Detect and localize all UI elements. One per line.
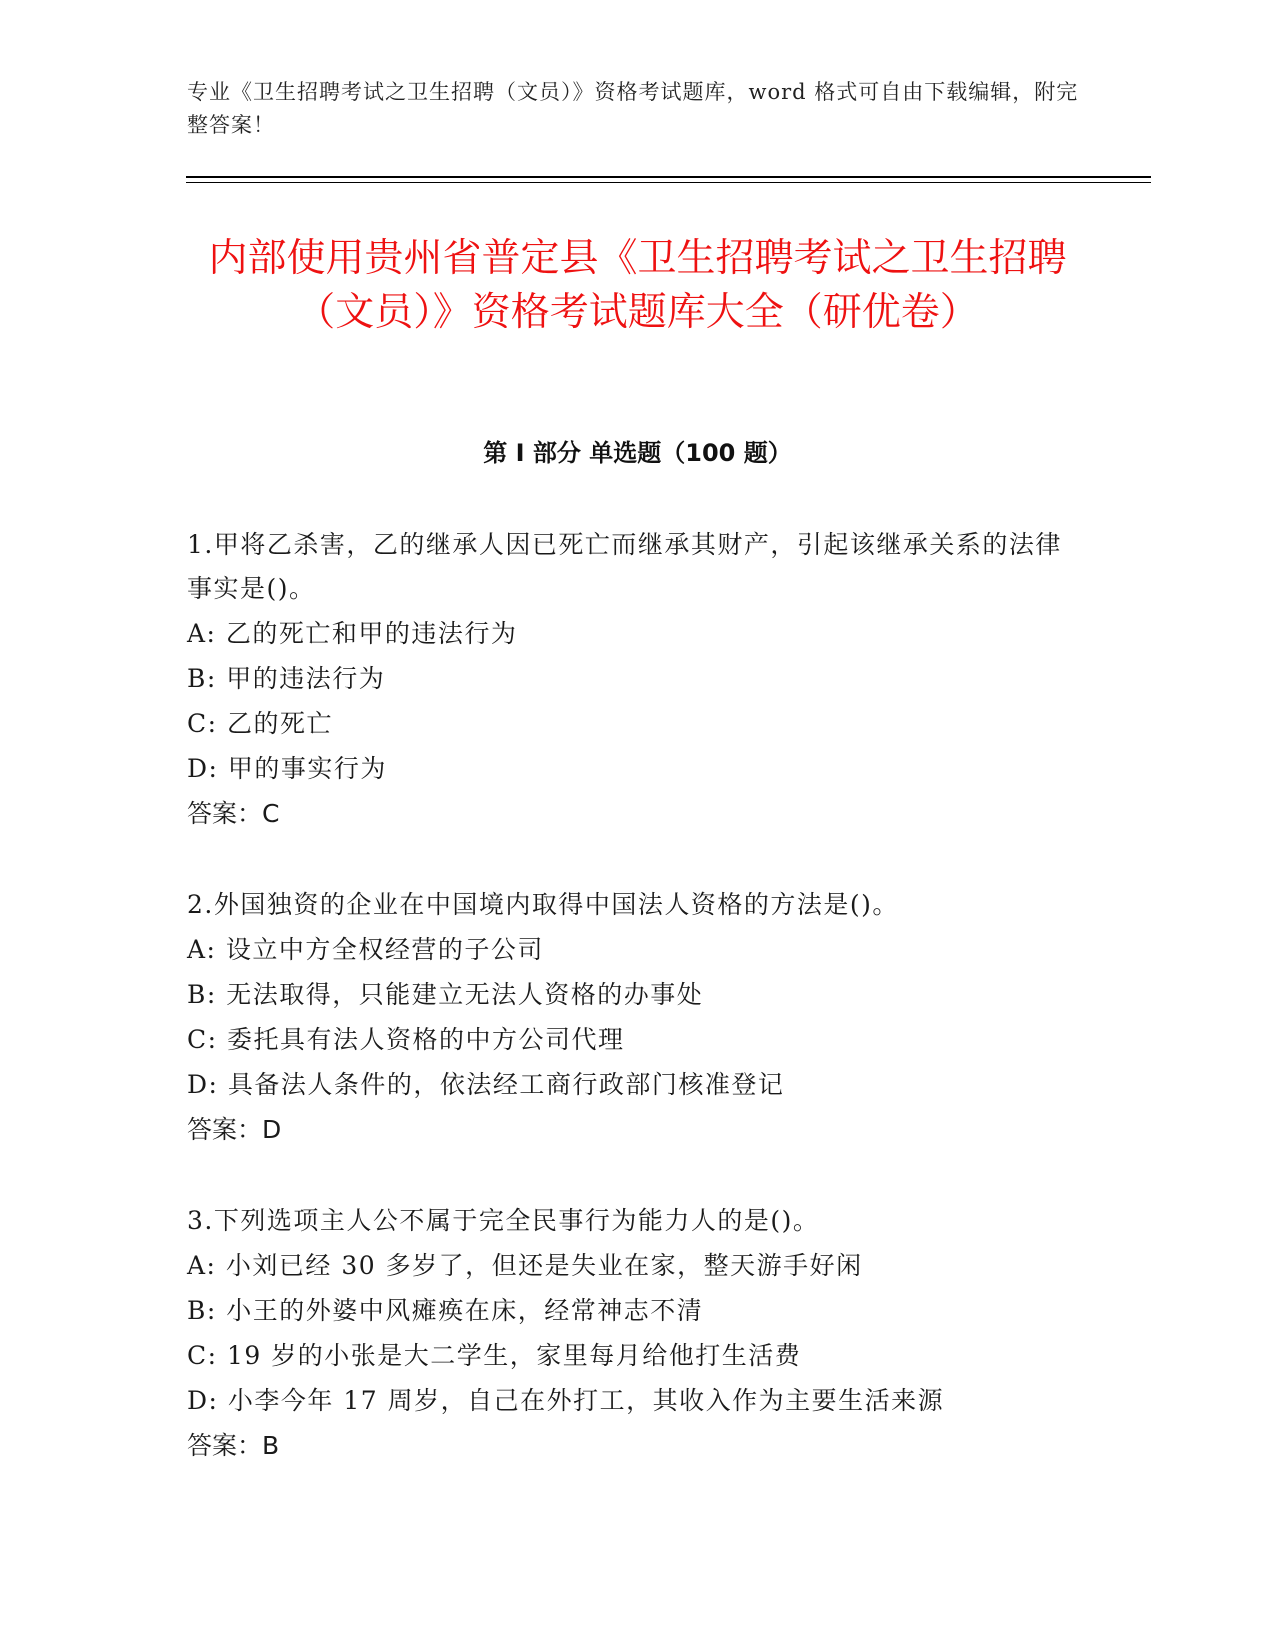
option-c: C: 19 岁的小张是大二学生，家里每月给他打生活费 xyxy=(187,1341,802,1370)
option-c: C: 委托具有法人资格的中方公司代理 xyxy=(187,1025,625,1054)
question-text: 2.外国独资的企业在中国境内取得中国法人资格的方法是()。 xyxy=(187,890,899,919)
option-b: B: 无法取得，只能建立无法人资格的办事处 xyxy=(187,980,704,1009)
option-a: A: 设立中方全权经营的子公司 xyxy=(187,935,544,964)
answer-line: 答案：D xyxy=(187,1115,282,1144)
option-b: B: 小王的外婆中风瘫痪在床，经常神志不清 xyxy=(187,1296,704,1325)
question-text: 1.甲将乙杀害，乙的继承人因已死亡而继承其财产，引起该继承关系的法律事实是()。 xyxy=(187,530,1062,603)
question-3 xyxy=(187,1199,1087,1469)
section-heading: 第 I 部分 单选题（100 题） xyxy=(483,439,792,467)
question-1 xyxy=(187,523,1087,837)
option-d: D: 甲的事实行为 xyxy=(187,754,387,783)
question-list xyxy=(187,523,1087,1515)
answer-line: 答案：C xyxy=(187,799,280,828)
option-a: A: 小刘已经 30 多岁了，但还是失业在家，整天游手好闲 xyxy=(187,1251,863,1280)
question-text: 3.下列选项主人公不属于完全民事行为能力人的是()。 xyxy=(187,1206,820,1235)
question-2 xyxy=(187,883,1087,1153)
option-c: C: 乙的死亡 xyxy=(187,709,333,738)
option-a: A: 乙的死亡和甲的违法行为 xyxy=(187,619,518,648)
header-note: 专业《卫生招聘考试之卫生招聘（文员）》资格考试题库，word 格式可自由下载编辑，附完整答案！ xyxy=(187,80,1079,137)
header-divider-thick xyxy=(186,176,1151,178)
option-d: D: 小李今年 17 周岁，自己在外打工，其收入作为主要生活来源 xyxy=(187,1386,945,1415)
option-b: B: 甲的违法行为 xyxy=(187,664,386,693)
option-d: D: 具备法人条件的，依法经工商行政部门核准登记 xyxy=(187,1070,785,1099)
answer-line: 答案：B xyxy=(187,1431,280,1460)
document-title: 内部使用贵州省普定县《卫生招聘考试之卫生招聘（文员）》资格考试题库大全（研优卷） xyxy=(208,236,1067,335)
header-divider-thin xyxy=(186,182,1151,183)
